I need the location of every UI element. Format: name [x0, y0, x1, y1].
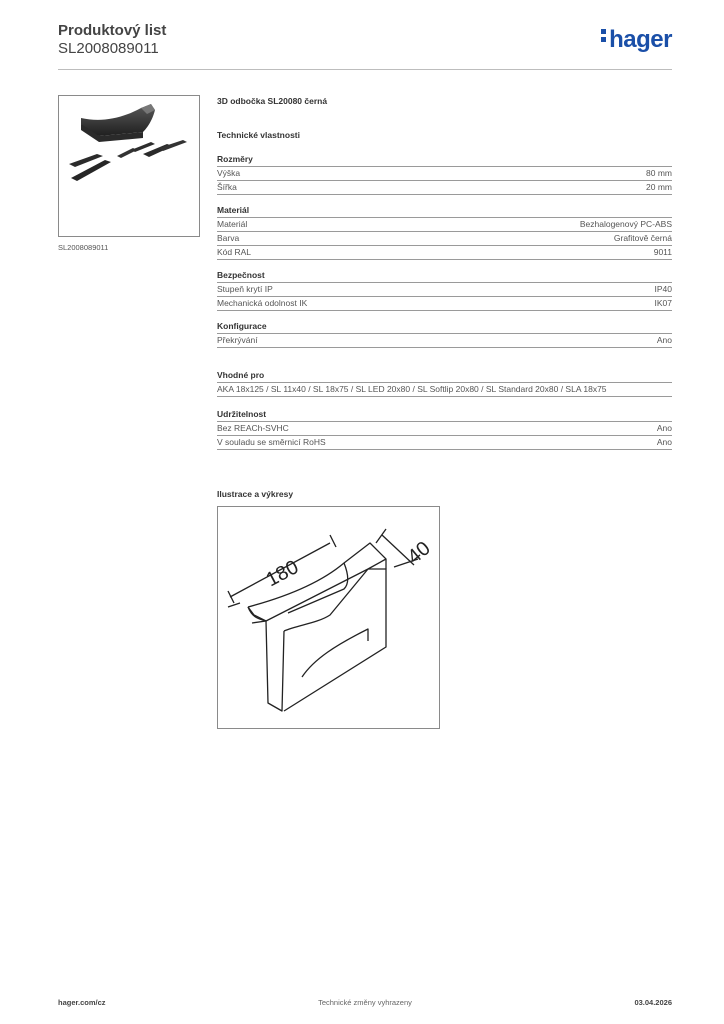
drawing-title: Ilustrace a výkresy — [217, 489, 294, 499]
section-title: Materiál — [217, 205, 672, 218]
spec-row — [217, 246, 672, 260]
technical-drawing-icon — [218, 507, 439, 728]
spec-row — [217, 181, 672, 195]
section-udrzitelnost — [217, 409, 672, 450]
spec-row — [217, 383, 672, 397]
spec-value: Grafitově černá — [613, 233, 672, 243]
spec-label: AKA 18x125 / SL 11x40 / SL 18x75 / SL LED 20x80 / SL Softlip 20x80 / SL Standard 20x80 / SLA 18x75 — [217, 384, 607, 394]
spec-label: Výška — [217, 168, 241, 178]
product-image-caption: SL2008089011 — [58, 243, 109, 252]
spec-label: Překrývání — [217, 335, 258, 345]
spec-label: Bez REACh-SVHC — [217, 423, 289, 433]
spec-row — [217, 218, 672, 232]
section-title: Konfigurace — [217, 321, 672, 334]
product-photo-icon — [59, 96, 199, 236]
spec-value: 20 mm — [646, 182, 672, 192]
section-bezpecnost — [217, 270, 672, 311]
spec-label: Stupeň krytí IP — [217, 284, 273, 294]
footer-date: 03.04.2026 — [634, 998, 672, 1007]
footer-disclaimer: Technické změny vyhrazeny — [318, 998, 412, 1007]
spec-row — [217, 334, 672, 348]
spec-value: Bezhalogenový PC-ABS — [579, 219, 672, 229]
spec-label: V souladu se směrnicí RoHS — [217, 437, 326, 447]
logo-text: hager — [609, 26, 672, 53]
spec-value: Ano — [656, 335, 672, 345]
hager-logo[interactable] — [601, 26, 672, 54]
dimension-depth-label: 40 — [403, 537, 435, 569]
technical-drawing — [217, 506, 440, 729]
section-material — [217, 205, 672, 260]
spec-label: Mechanická odolnost IK — [217, 298, 308, 308]
page-title: Produktový list — [58, 22, 167, 39]
spec-value: Ano — [656, 437, 672, 447]
section-rozmery — [217, 154, 672, 195]
spec-value: Ano — [656, 423, 672, 433]
dimension-length-label: 180 — [262, 556, 303, 592]
spec-label: Šířka — [217, 182, 237, 192]
page-header — [58, 22, 672, 70]
spec-label: Materiál — [217, 219, 248, 229]
spec-value: 80 mm — [646, 168, 672, 178]
logo-dots-icon — [601, 26, 607, 45]
spec-value: IK07 — [654, 298, 672, 308]
section-title: Udržitelnost — [217, 409, 672, 422]
spec-value: IP40 — [654, 284, 672, 294]
section-vhodne-pro — [217, 370, 672, 397]
page-subtitle: SL2008089011 — [58, 40, 159, 57]
section-title: Vhodné pro — [217, 370, 672, 383]
section-title: Rozměry — [217, 154, 672, 167]
spec-row — [217, 422, 672, 436]
spec-content — [217, 96, 672, 450]
spec-label: Barva — [217, 233, 240, 243]
tech-title: Technické vlastnosti — [217, 130, 300, 140]
spec-label: Kód RAL — [217, 247, 252, 257]
product-name: 3D odbočka SL20080 černá — [217, 96, 328, 106]
spec-value: 9011 — [653, 247, 672, 257]
footer-website-link[interactable]: hager.com/cz — [58, 998, 106, 1007]
section-konfigurace — [217, 321, 672, 348]
product-image — [58, 95, 200, 237]
section-title: Bezpečnost — [217, 270, 672, 283]
spec-row — [217, 297, 672, 311]
spec-row — [217, 232, 672, 246]
spec-row — [217, 167, 672, 181]
spec-row — [217, 283, 672, 297]
spec-row — [217, 436, 672, 450]
